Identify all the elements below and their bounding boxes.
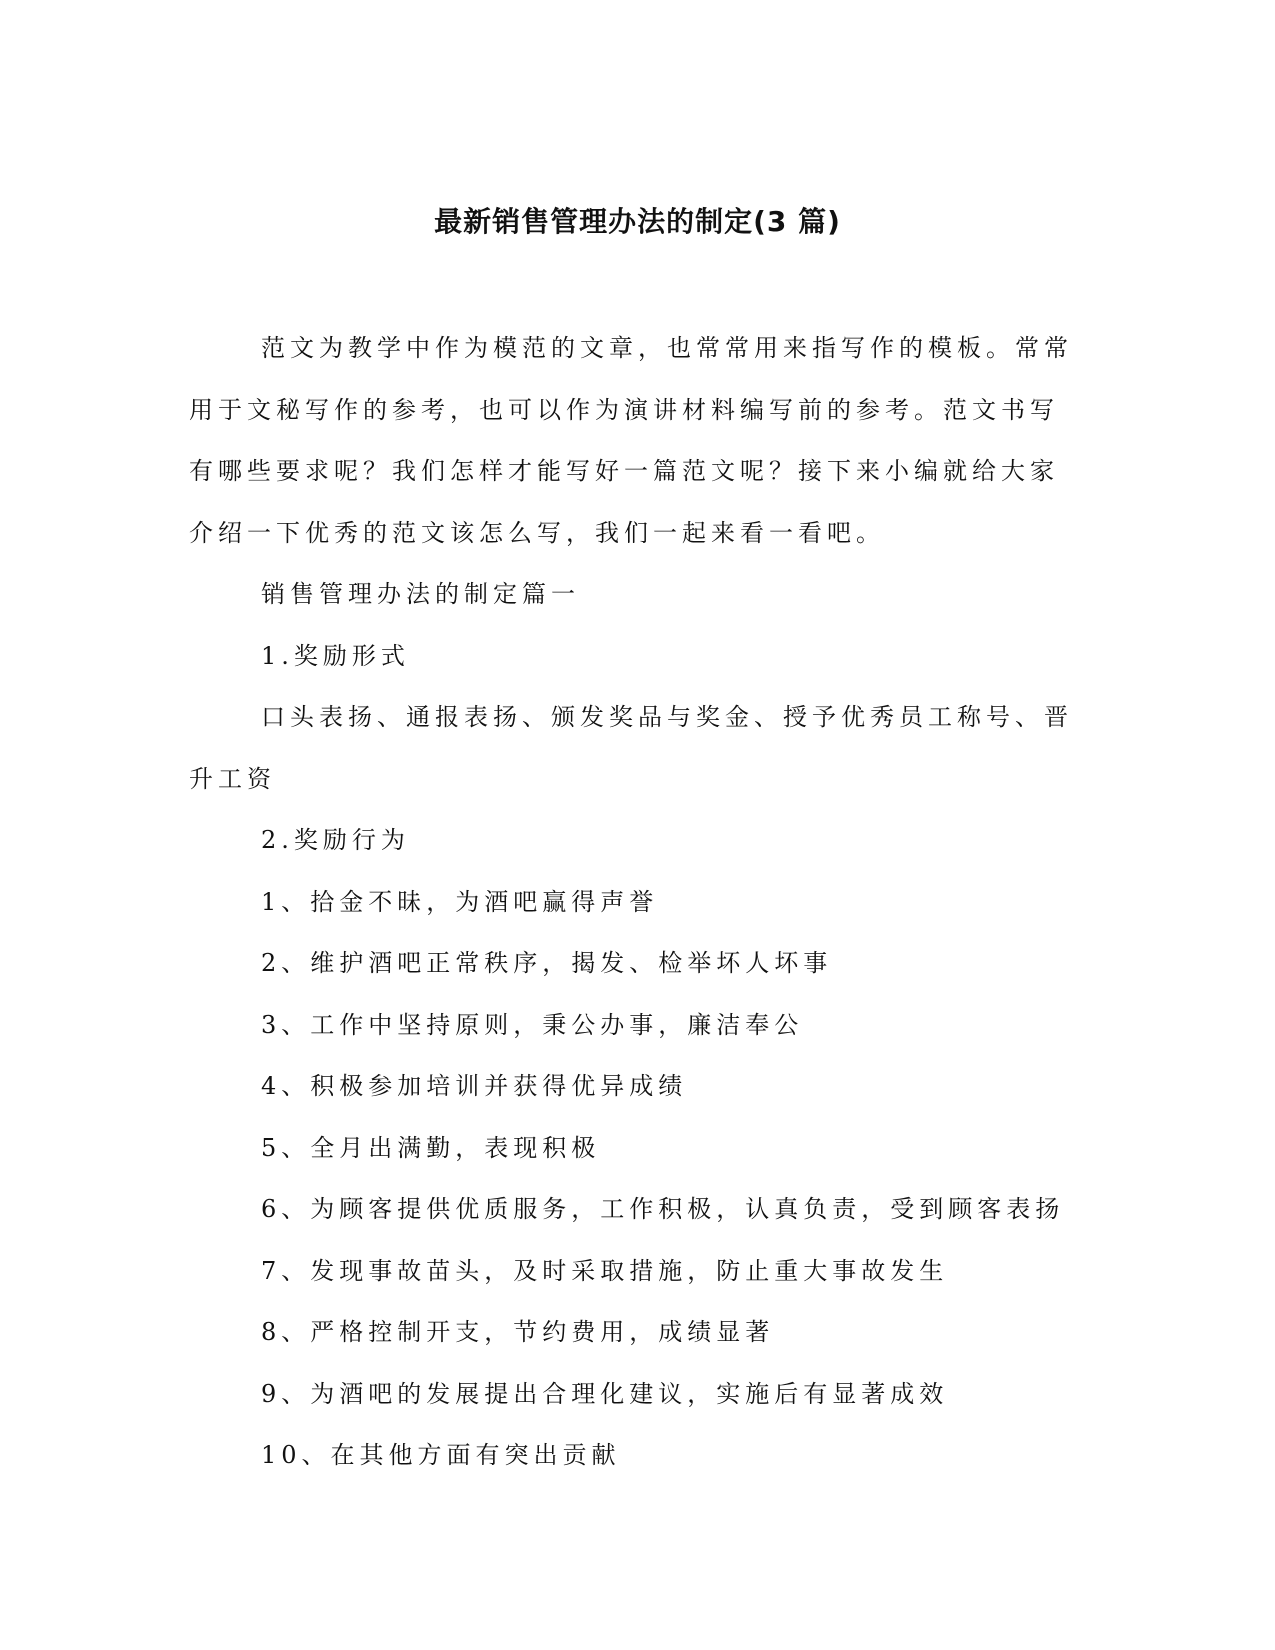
list-item: 9、为酒吧的发展提出合理化建议，实施后有显著成效 (261, 1379, 949, 1408)
section-heading: 销售管理办法的制定篇一 (261, 580, 580, 608)
document-title: 最新销售管理办法的制定(3 篇) (434, 205, 841, 238)
subheading-reward-form: 1.奖励形式 (261, 641, 410, 670)
list-item: 2、维护酒吧正常秩序，揭发、检举坏人坏事 (261, 949, 833, 977)
intro-paragraph: 范文为教学中作为模范的文章，也常常用来指写作的模板。常常用于文秘写作的参考，也可以作为演讲材料编写前的参考。范文书写有哪些要求呢？我们怎样才能写好一篇范文呢？接下来小编就给大家介绍一下优秀的范文该怎么写，我们一起来看一看吧。 (189, 334, 1073, 547)
list-item: 5、全月出满勤，表现积极 (261, 1133, 601, 1162)
list-item: 3、工作中坚持原则，秉公办事，廉洁奉公 (261, 1010, 804, 1039)
list-item: 8、严格控制开支，节约费用，成绩显著 (261, 1318, 775, 1346)
list-item: 10、在其他方面有突出贡献 (261, 1441, 621, 1469)
list-item: 1、拾金不昧，为酒吧赢得声誉 (261, 887, 659, 916)
list-item: 7、发现事故苗头，及时采取措施，防止重大事故发生 (261, 1256, 949, 1285)
list-item: 6、为顾客提供优质服务，工作积极，认真负责，受到顾客表扬 (261, 1195, 1065, 1223)
reward-form-paragraph: 口头表扬、通报表扬、颁发奖品与奖金、授予优秀员工称号、晋升工资 (189, 703, 1073, 793)
list-item: 4、积极参加培训并获得优异成绩 (261, 1072, 688, 1100)
subheading-reward-behavior: 2.奖励行为 (261, 826, 410, 854)
document-body (189, 318, 1079, 1487)
